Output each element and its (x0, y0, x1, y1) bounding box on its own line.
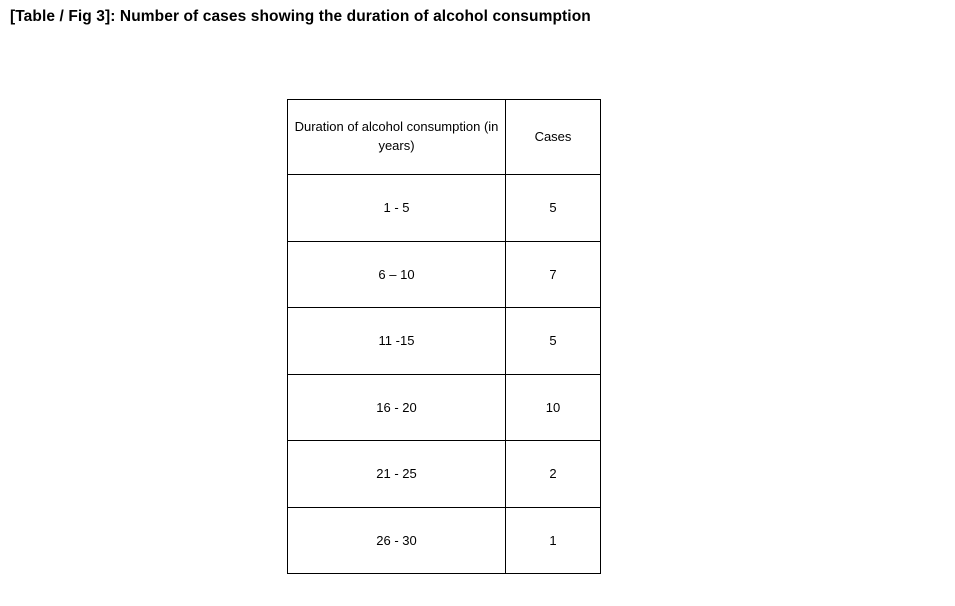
table-row (288, 507, 601, 574)
column-header-duration (288, 100, 506, 175)
column-header-cases (506, 100, 601, 175)
table-container (287, 99, 600, 574)
cell-cases: 10 (506, 374, 601, 441)
cell-cases: 5 (506, 175, 601, 242)
cell-cases: 7 (506, 241, 601, 308)
table-row (288, 374, 601, 441)
column-header-cases-label: Cases (534, 128, 572, 144)
table-header-row (288, 100, 601, 175)
table-row (288, 308, 601, 375)
column-header-duration-label: Duration of alcohol consumption (in years) (294, 119, 499, 153)
page-title: [Table / Fig 3]: Number of cases showing the duration of alcohol consumption (10, 8, 591, 25)
cell-duration: 26 - 30 (288, 507, 506, 574)
cell-duration: 11 -15 (288, 308, 506, 375)
cell-cases: 1 (506, 507, 601, 574)
cell-cases: 5 (506, 308, 601, 375)
cell-duration: 21 - 25 (288, 441, 506, 508)
table-row (288, 441, 601, 508)
cell-duration: 6 – 10 (288, 241, 506, 308)
cell-duration: 16 - 20 (288, 374, 506, 441)
cell-duration: 1 - 5 (288, 175, 506, 242)
alcohol-duration-table (287, 99, 601, 574)
cell-cases: 2 (506, 441, 601, 508)
table-row (288, 241, 601, 308)
table-row (288, 175, 601, 242)
